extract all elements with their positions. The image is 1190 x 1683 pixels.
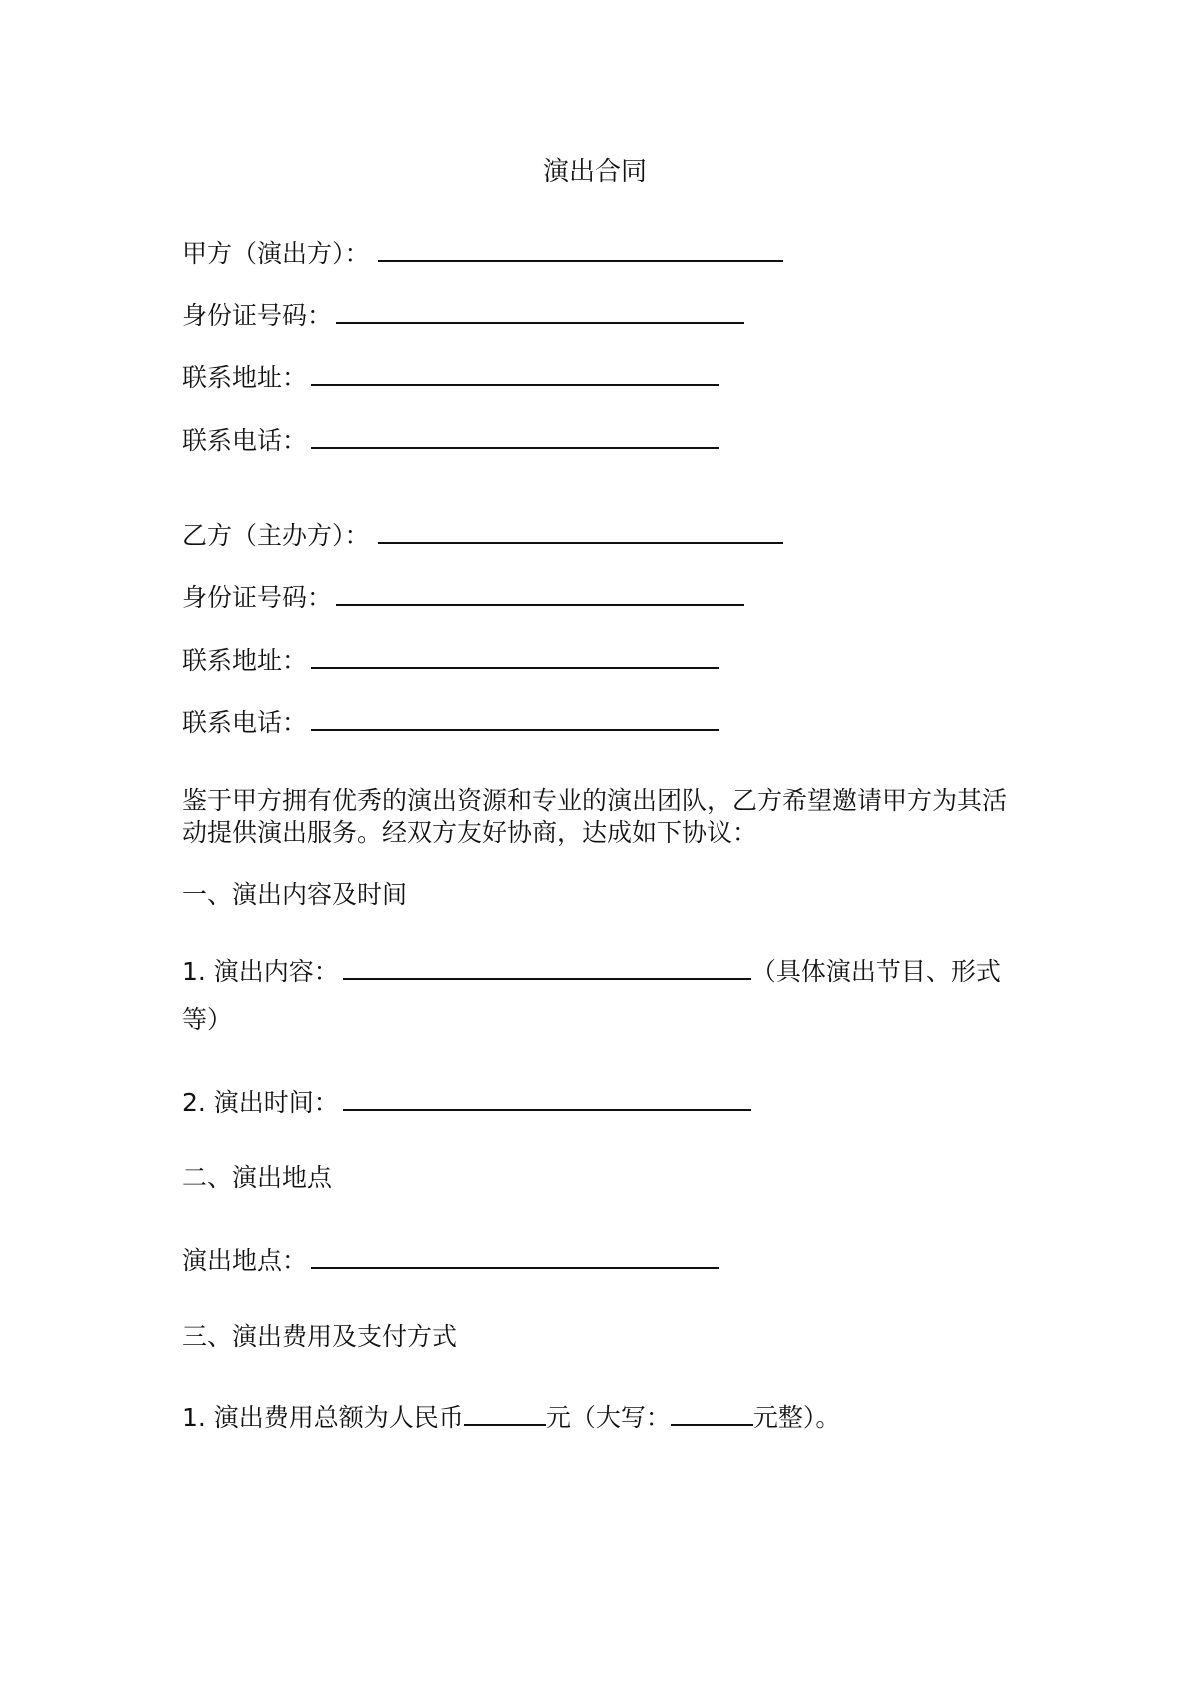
party-b-address-label: 联系地址： <box>182 646 308 675</box>
party-b-name-label: 乙方（主办方）： <box>182 521 370 550</box>
venue-blank[interactable] <box>311 1243 719 1269</box>
party-b-address-row <box>182 643 719 676</box>
party-a-address-blank[interactable] <box>311 360 719 386</box>
party-a-phone-label: 联系电话： <box>182 426 308 455</box>
section-1-heading: 一、演出内容及时间 <box>182 880 408 909</box>
party-a-id-blank[interactable] <box>336 298 744 324</box>
performance-content-row <box>182 948 1012 1044</box>
fee-suffix: 元整）。 <box>752 1403 841 1432</box>
party-b-id-label: 身份证号码： <box>182 583 333 612</box>
fee-amount-words-blank[interactable] <box>671 1400 753 1426</box>
party-b-phone-label: 联系电话： <box>182 708 308 737</box>
party-a-address-label: 联系地址： <box>182 363 308 392</box>
fee-row <box>182 1400 840 1433</box>
party-b-address-blank[interactable] <box>311 643 719 669</box>
fee-amount-blank[interactable] <box>464 1400 546 1426</box>
fee-prefix: 1. 演出费用总额为人民币 <box>182 1403 464 1432</box>
party-a-name-label: 甲方（演出方）： <box>182 239 370 268</box>
party-b-id-blank[interactable] <box>336 580 744 606</box>
party-a-id-row <box>182 298 744 331</box>
performance-time-label: 2. 演出时间： <box>182 1088 339 1117</box>
fee-mid: 元（大写： <box>545 1403 671 1432</box>
venue-row <box>182 1243 719 1276</box>
performance-content-note: （具体演出节目、形式等） <box>182 957 1001 1034</box>
section-3-heading: 三、演出费用及支付方式 <box>182 1322 458 1351</box>
performance-time-row <box>182 1085 751 1118</box>
preamble-paragraph: 鉴于甲方拥有优秀的演出资源和专业的演出团队，乙方希望邀请甲方为其活动提供演出服务。经双方友好协商，达成如下协议： <box>182 786 1008 847</box>
party-b-name-row <box>182 518 783 551</box>
party-a-phone-blank[interactable] <box>311 423 719 449</box>
venue-label: 演出地点： <box>182 1246 308 1275</box>
performance-content-label: 1. 演出内容： <box>182 957 339 986</box>
party-b-name-blank[interactable] <box>378 518 783 544</box>
party-a-name-row <box>182 236 783 269</box>
section-2-heading: 二、演出地点 <box>182 1163 333 1192</box>
party-b-phone-row <box>182 705 719 738</box>
party-b-phone-blank[interactable] <box>311 705 719 731</box>
party-a-address-row <box>182 360 719 393</box>
performance-time-blank[interactable] <box>343 1085 751 1111</box>
party-a-phone-row <box>182 423 719 456</box>
party-a-id-label: 身份证号码： <box>182 301 333 330</box>
party-a-name-blank[interactable] <box>378 236 783 262</box>
document-title: 演出合同 <box>542 157 647 187</box>
party-b-id-row <box>182 580 744 613</box>
performance-content-blank[interactable] <box>343 954 751 980</box>
